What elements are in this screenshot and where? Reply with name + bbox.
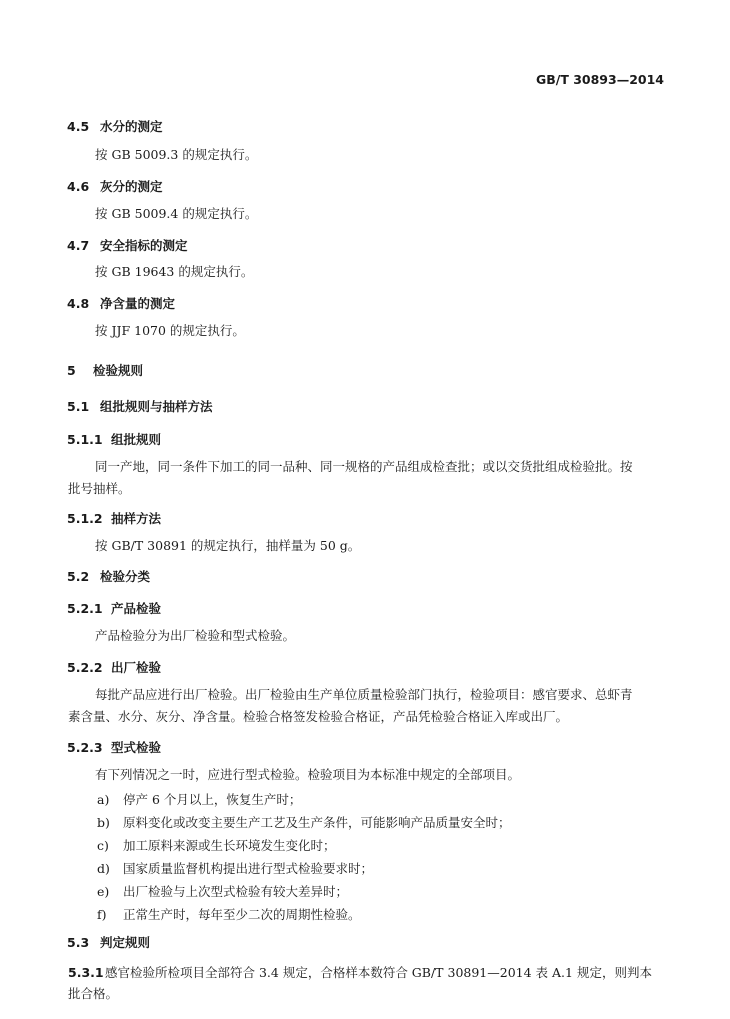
heading-number: 5.2.1	[67, 601, 103, 616]
heading-4-8	[67, 294, 175, 312]
list-marker: c)	[97, 838, 109, 853]
paragraph-5-2-3-intro: 有下列情况之一时，应进行型式检验。检验项目为本标准中规定的全部项目。	[95, 767, 521, 782]
heading-number: 5.3	[67, 935, 90, 950]
heading-title: 灰分的测定	[100, 179, 163, 194]
heading-number: 4.8	[67, 296, 90, 311]
standard-number: GB/T 30893—2014	[535, 72, 664, 87]
heading-4-6	[67, 177, 163, 195]
paragraph-5-1-1-line2: 批号抽样。	[68, 481, 131, 496]
paragraph-5-2-2-line2: 素含量、水分、灰分、净含量。检验合格签发检验合格证，产品凭检验合格证入库或出厂。	[68, 709, 569, 724]
paragraph-4-5: 按 GB 5009.3 的规定执行。	[95, 147, 258, 162]
heading-title: 型式检验	[111, 740, 162, 755]
heading-title: 检验分类	[100, 569, 151, 584]
heading-number: 5.2.3	[67, 740, 103, 755]
paragraph-4-6: 按 GB 5009.4 的规定执行。	[95, 206, 258, 221]
list-marker: f)	[97, 907, 107, 922]
heading-5-2-1	[67, 599, 161, 617]
heading-5-1-1	[67, 430, 161, 448]
list-item	[97, 905, 361, 923]
list-text: 加工原料来源或生长环境发生变化时；	[123, 838, 336, 853]
heading-title: 组批规则与抽样方法	[100, 399, 213, 414]
heading-title: 产品检验	[111, 601, 162, 616]
heading-number: 5.2.2	[67, 660, 103, 675]
list-text: 停产 6 个月以上，恢复生产时；	[123, 792, 302, 807]
heading-title: 净含量的测定	[100, 296, 176, 311]
heading-title: 出厂检验	[111, 660, 162, 675]
heading-5-2	[67, 567, 150, 585]
heading-number: 5.2	[67, 569, 90, 584]
heading-5-2-2	[67, 658, 161, 676]
list-item	[97, 813, 511, 831]
paragraph-5-1-2: 按 GB/T 30891 的规定执行，抽样量为 50 g。	[95, 538, 361, 553]
list-text: 正常生产时，每年至少二次的周期性检验。	[123, 907, 361, 922]
list-item	[97, 836, 336, 854]
paragraph-4-8: 按 JJF 1070 的规定执行。	[95, 323, 245, 338]
list-marker: d)	[97, 861, 110, 876]
list-item	[97, 859, 373, 877]
paragraph-5-3-1-line2: 批合格。	[68, 986, 119, 1001]
list-marker: b)	[97, 815, 110, 830]
list-item	[97, 790, 301, 808]
heading-number: 5	[67, 363, 76, 378]
heading-5-1	[67, 397, 213, 415]
paragraph-5-1-1-line1: 同一产地，同一条件下加工的同一品种、同一规格的产品组成检查批；或以交货批组成检验批。按	[95, 459, 633, 474]
paragraph-4-7: 按 GB 19643 的规定执行。	[95, 264, 254, 279]
heading-number: 5.1	[67, 399, 90, 414]
heading-number: 4.7	[67, 238, 90, 253]
paragraph-5-2-2-line1: 每批产品应进行出厂检验。出厂检验由生产单位质量检验部门执行，检验项目：感官要求、总虾青	[95, 687, 633, 702]
heading-5-2-3	[67, 738, 161, 756]
heading-5-3	[67, 933, 150, 951]
heading-number: 5.1.2	[67, 511, 103, 526]
heading-title: 判定规则	[100, 935, 151, 950]
list-item	[97, 882, 348, 900]
heading-4-5	[67, 117, 163, 135]
heading-number: 5.1.1	[67, 432, 103, 447]
list-text: 国家质量监督机构提出进行型式检验要求时；	[123, 861, 374, 876]
paragraph-5-2-1: 产品检验分为出厂检验和型式检验。	[95, 628, 296, 643]
heading-title: 安全指标的测定	[100, 238, 188, 253]
heading-title: 检验规则	[93, 363, 144, 378]
heading-5	[67, 361, 143, 379]
list-text: 出厂检验与上次型式检验有较大差异时；	[123, 884, 349, 899]
list-marker: a)	[97, 792, 110, 807]
paragraph-5-3-1-line1	[68, 963, 652, 981]
list-text: 原料变化或改变主要生产工艺及生产条件，可能影响产品质量安全时；	[123, 815, 511, 830]
heading-title: 组批规则	[111, 432, 162, 447]
heading-title: 水分的测定	[100, 119, 163, 134]
list-marker: e)	[97, 884, 110, 899]
clause-text: 感官检验所检项目全部符合 3.4 规定，合格样本数符合 GB/T 30891—2014 表 A.1 规定，则判本	[105, 965, 652, 980]
heading-number: 4.5	[67, 119, 90, 134]
heading-number: 4.6	[67, 179, 90, 194]
heading-5-1-2	[67, 509, 161, 527]
heading-4-7	[67, 236, 188, 254]
clause-number: 5.3.1	[68, 965, 104, 980]
heading-title: 抽样方法	[111, 511, 162, 526]
